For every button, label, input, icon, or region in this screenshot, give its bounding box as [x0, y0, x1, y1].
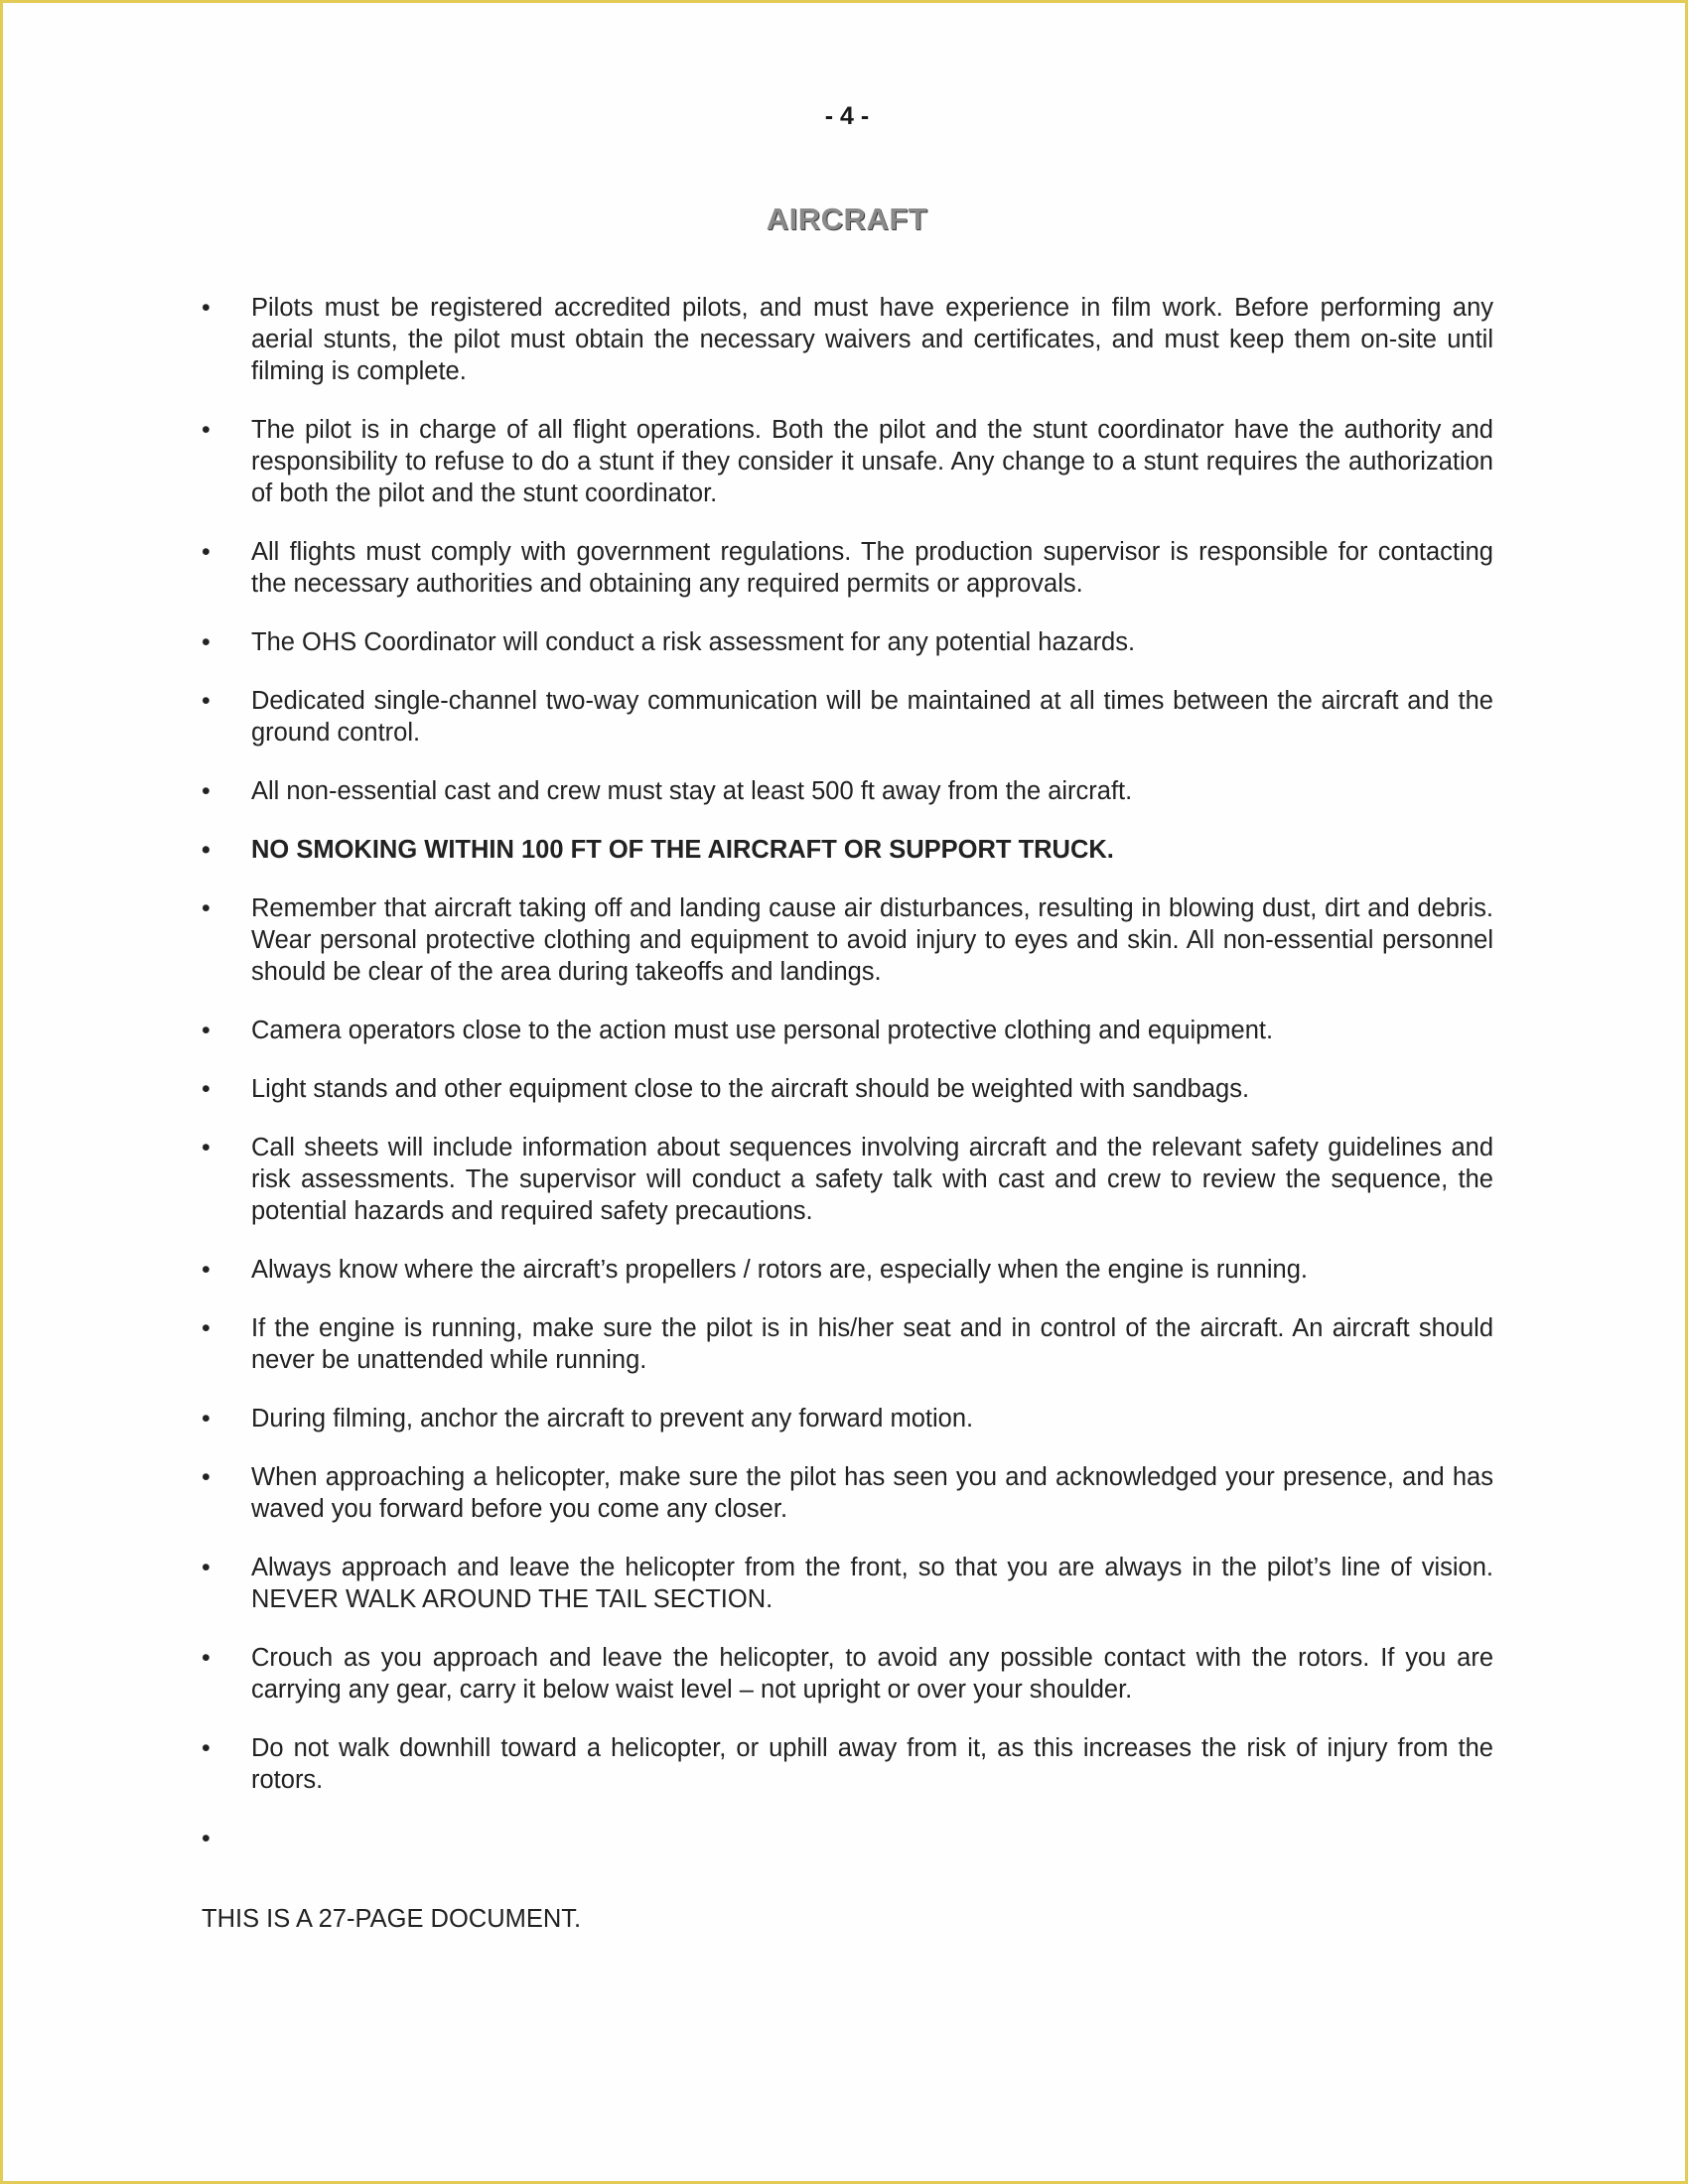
- section-heading: AIRCRAFT: [766, 202, 928, 236]
- list-item-text: Pilots must be registered accredited pilots, and must have experience in film work. Before performing any aerial stunts, the pilot must obtain the necessary waivers and certificates, and must keep them on-site until filming is complete.: [251, 294, 1493, 385]
- list-item: [202, 685, 1493, 749]
- list-item-text: Light stands and other equipment close to the aircraft should be weighted with sandbags.: [251, 1075, 1250, 1103]
- list-item-text: Do not walk downhill toward a helicopter, or uphill away from it, as this increases the risk of injury from the rotors.: [251, 1734, 1493, 1794]
- list-item: [202, 1073, 1493, 1105]
- bullet-point-icon: •: [202, 1554, 211, 1581]
- list-item-text: Always approach and leave the helicopter from the front, so that you are always in the pilot’s line of vision. NEVER WALK AROUND THE TAIL SECTION.: [251, 1554, 1493, 1613]
- list-item: [202, 536, 1493, 600]
- list-item: [202, 1403, 1493, 1434]
- list-item: [202, 1823, 1493, 1854]
- bullet-point-icon: •: [202, 1314, 211, 1342]
- bullet-point-icon: •: [202, 687, 211, 715]
- list-item: [202, 1461, 1493, 1525]
- list-item: [202, 775, 1493, 807]
- bullet-point-icon: •: [202, 538, 211, 566]
- bullet-point-icon: •: [202, 1134, 211, 1161]
- bullet-point-icon: •: [202, 628, 211, 656]
- list-item: [202, 292, 1493, 387]
- list-item-text: Remember that aircraft taking off and landing cause air disturbances, resulting in blowing dust, dirt and debris. Wear personal protective clothing and equipment to avoid injury to eyes and skin. All non-essential personnel should be clear of the area during takeoffs and landings.: [251, 894, 1493, 986]
- bullet-point-icon: •: [202, 1256, 211, 1284]
- bullet-point-icon: •: [202, 777, 211, 805]
- list-item-text: Always know where the aircraft’s propellers / rotors are, especially when the engine is running.: [251, 1256, 1308, 1284]
- list-item-text: During filming, anchor the aircraft to prevent any forward motion.: [251, 1405, 974, 1433]
- list-item: [202, 1312, 1493, 1376]
- list-item: [202, 626, 1493, 658]
- list-item: [202, 1132, 1493, 1227]
- bullet-point-icon: •: [202, 1075, 211, 1103]
- list-item-text: All non-essential cast and crew must stay at least 500 ft away from the aircraft.: [251, 777, 1133, 805]
- bullet-point-icon: •: [202, 1825, 211, 1852]
- bullet-point-icon: •: [202, 836, 211, 864]
- list-item-text: Camera operators close to the action must use personal protective clothing and equipment.: [251, 1017, 1274, 1044]
- list-item: [202, 1732, 1493, 1796]
- bullet-point-icon: •: [202, 1017, 211, 1044]
- bullet-point-icon: •: [202, 294, 211, 322]
- bullet-list: [202, 292, 1493, 1935]
- list-item: [202, 1254, 1493, 1286]
- list-item-text: The pilot is in charge of all flight operations. Both the pilot and the stunt coordinator have the authority and responsibility to refuse to do a stunt if they consider it unsafe. Any change to a stunt requires the authorization of both the pilot and the stunt coordinator.: [251, 416, 1493, 507]
- bullet-point-icon: •: [202, 1734, 211, 1762]
- list-item-text: Dedicated single-channel two-way communication will be maintained at all times between the aircraft and the ground control.: [251, 687, 1493, 747]
- list-item-text: Crouch as you approach and leave the helicopter, to avoid any possible contact with the rotors. If you are carrying any gear, carry it below waist level – not upright or over your shoulder.: [251, 1644, 1493, 1704]
- bullet-point-icon: •: [202, 1405, 211, 1433]
- document-length-note: THIS IS A 27-PAGE DOCUMENT.: [202, 1905, 582, 1933]
- list-item-text: Call sheets will include information about sequences involving aircraft and the relevant safety guidelines and risk assessments. The supervisor will conduct a safety talk with cast and crew to review the sequence, the potential hazards and required safety precautions.: [251, 1134, 1493, 1225]
- bullet-point-icon: •: [202, 1644, 211, 1672]
- list-item-text: If the engine is running, make sure the pilot is in his/her seat and in control of the aircraft. An aircraft should never be unattended while running.: [251, 1314, 1493, 1374]
- page-number: - 4 -: [824, 102, 870, 130]
- bullet-point-icon: •: [202, 894, 211, 922]
- list-item: [202, 834, 1493, 866]
- list-item-text: All flights must comply with government regulations. The production supervisor is responsible for contacting the necessary authorities and obtaining any required permits or approvals.: [251, 538, 1493, 598]
- bullet-point-icon: •: [202, 416, 211, 444]
- list-item-text: The OHS Coordinator will conduct a risk assessment for any potential hazards.: [251, 628, 1136, 656]
- list-item: [202, 1552, 1493, 1615]
- list-item-text: When approaching a helicopter, make sure the pilot has seen you and acknowledged your presence, and has waved you forward before you come any closer.: [251, 1463, 1493, 1523]
- list-item: [202, 1642, 1493, 1706]
- list-item: [202, 414, 1493, 509]
- list-item: [202, 1015, 1493, 1046]
- list-item-text: NO SMOKING WITHIN 100 FT OF THE AIRCRAFT OR SUPPORT TRUCK.: [251, 836, 1114, 864]
- bullet-point-icon: •: [202, 1463, 211, 1491]
- list-item: [202, 892, 1493, 988]
